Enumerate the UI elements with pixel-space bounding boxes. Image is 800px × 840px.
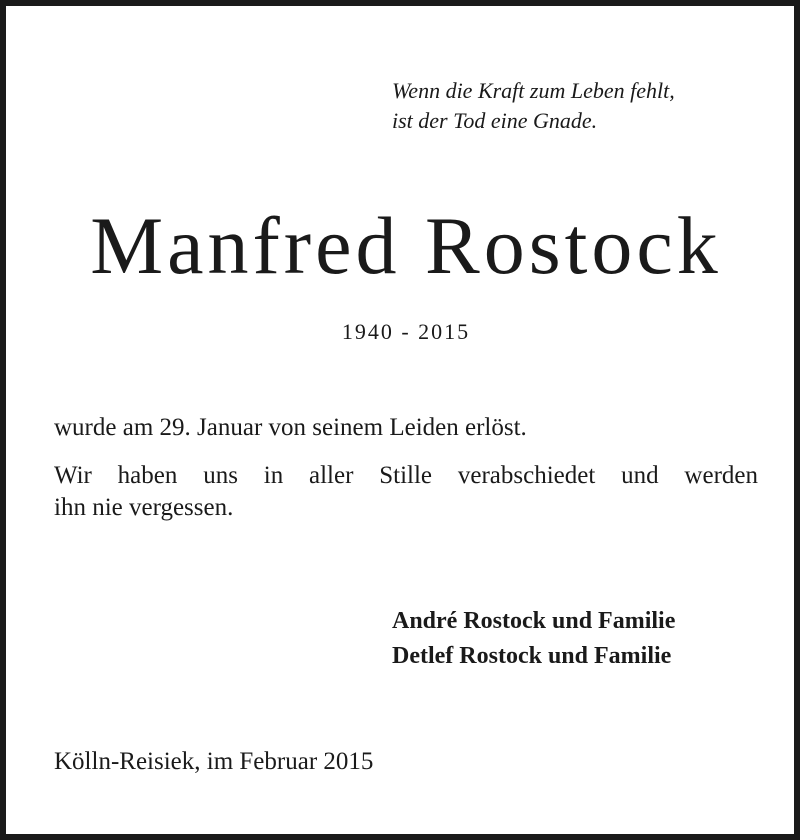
- deceased-name: Manfred Rostock: [90, 200, 722, 291]
- motto-line: Wenn die Kraft zum Leben fehlt,: [392, 78, 675, 103]
- motto-line: ist der Tod eine Gnade.: [392, 108, 598, 133]
- place-and-date: Kölln-Reisiek, im Februar 2015: [54, 748, 374, 775]
- farewell-line: ihn nie vergessen.: [54, 494, 234, 521]
- farewell-line: Wir haben uns in aller Stille verabschiedet und werden: [54, 462, 758, 489]
- life-years: 1940 - 2015: [341, 319, 471, 344]
- mourners-list: [392, 604, 772, 674]
- death-statement: wurde am 29. Januar von seinem Leiden erlöst.: [54, 414, 527, 441]
- farewell-statement: [54, 460, 758, 524]
- motto-quote: [392, 76, 772, 136]
- mourner-entry: André Rostock und Familie: [392, 608, 676, 634]
- mourner-entry: Detlef Rostock und Familie: [392, 643, 672, 669]
